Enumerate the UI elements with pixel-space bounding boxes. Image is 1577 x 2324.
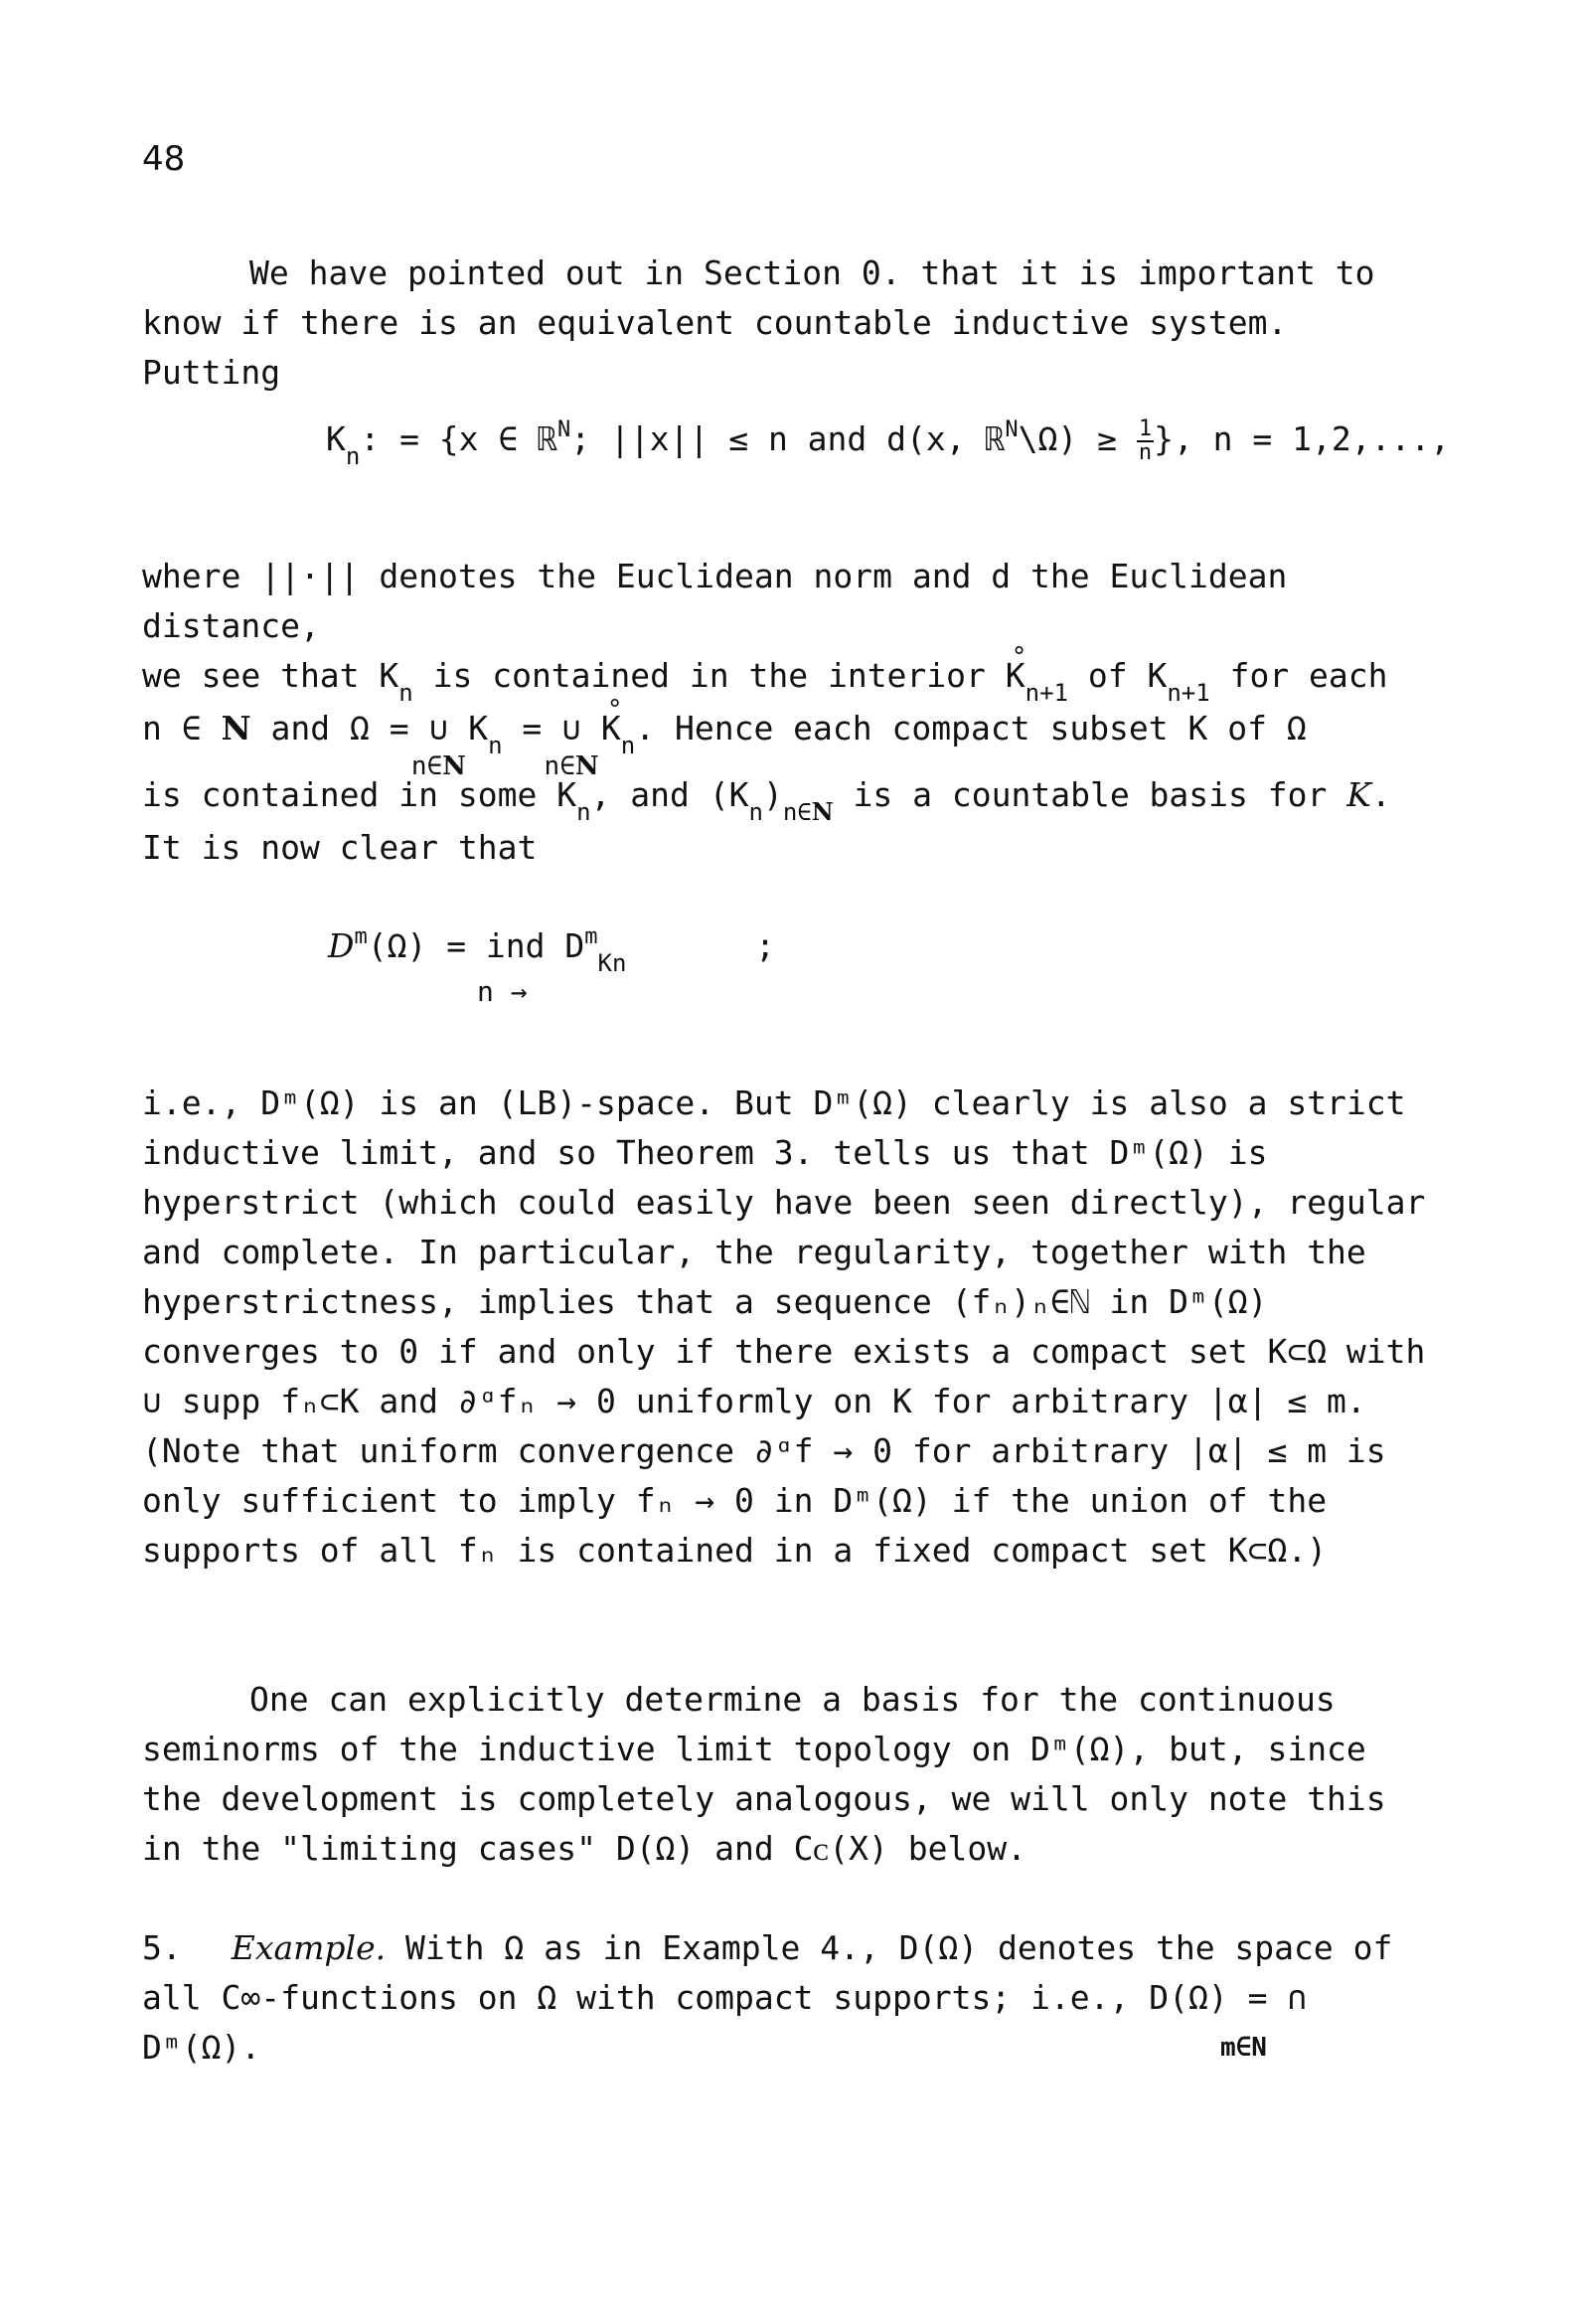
kn-norm-cond: ; ||x|| ≤ n and d(x, ℝ	[570, 419, 1006, 458]
fraction-denominator: n	[1138, 439, 1153, 465]
where-line-3: n ∈ N and Ω = ∪ n∈N $K_n$ = ∪ n∈N ° $K_n$. Hence each compact subset K of Ω	[142, 704, 1434, 756]
kn-symbol: K	[326, 419, 346, 458]
paragraph-example-5	[142, 1923, 1434, 2073]
fraction-numerator: 1	[1138, 415, 1153, 441]
cap-index-subscript: m∈N	[1220, 2033, 1267, 2063]
kn-definition-equation: $K_n$: = {x ∈ ℝ$^N$; ||x|| ≤ n and d(x, ℝ$^N$\Ω) ≥ $\frac{1}{n}$ }, n = 1,2,...,	[326, 415, 1451, 470]
where-line-4: is contained in some $K_n$, and $(K_n)_{n\in N}$ is a countable basis for K.	[142, 775, 1391, 826]
kn-set-open: : = {x ∈ ℝ	[360, 419, 558, 458]
where-line-5: It is now clear that	[142, 828, 538, 867]
dm-limit-subscript: n →	[477, 975, 528, 1008]
dm-inductive-limit-equation: $D^m(\Omega)$ = ind $D^m_{Kn}$ ; n →	[328, 924, 775, 973]
where-line-2: we see that $K_n$ is contained in the interior ° $K_{n+1}$ of $K_{n+1}$ for each	[142, 651, 1434, 704]
kn-index-range: }, n = 1,2,...,	[1154, 419, 1451, 458]
paragraph-lb-space: i.e., Dᵐ(Ω) is an (LB)-space. But Dᵐ(Ω) clearly is also a strict inductive limit, and so Theorem 3. tells us that Dᵐ(Ω) is hyperstrict (which could easily have been seen directly), regular and complete. In particular, the regularity, together with the hyperstrictness, implies that a sequence (fₙ)ₙ∈ℕ in Dᵐ(Ω) converges to 0 if and only if there exists a compact set K⊂Ω with ∪ supp fₙ⊂K and ∂ᵅfₙ → 0 uniformly on K for arbitrary |α| ≤ m. (Note that uniform convergence ∂ᵅf → 0 for arbitrary |α| ≤ m is only sufficient to imply fₙ → 0 in Dᵐ(Ω) if the union of the supports of all fₙ is contained in a fixed compact set K⊂Ω.)	[142, 1083, 1426, 1570]
paragraph-intro: We have pointed out in Section 0. that it is important to know if there is an equivalent countable inductive system. Putting	[142, 253, 1375, 392]
example-label: Example.	[231, 1928, 387, 1967]
dm-rhs-text: (Ω) = ind D	[367, 926, 585, 965]
kn-dist-cond: \Ω) ≥	[1018, 419, 1117, 458]
paragraph-seminorms: One can explicitly determine a basis for the continuous seminorms of the inductive limit topology on Dᵐ(Ω), but, since the development is completely analogous, we will only note this in the "limiting cases" D(Ω) and Cᴄ(X) below.	[142, 1680, 1386, 1868]
paragraph-where	[142, 552, 1434, 873]
example-number: 5.	[142, 1928, 182, 1967]
page-number: 48	[142, 139, 186, 179]
example-text: With Ω as in Example 4., D(Ω) denotes the space of all C∞-functions on Ω with compact supports; i.e., D(Ω) = ∩ Dᵐ(Ω).	[142, 1928, 1393, 2067]
dm-semicolon: ;	[755, 926, 776, 965]
one-over-n-fraction	[1137, 415, 1154, 465]
dm-lhs-symbol: D	[328, 926, 355, 965]
where-line-1: where ||·|| denotes the Euclidean norm and d the Euclidean distance,	[142, 557, 1288, 645]
